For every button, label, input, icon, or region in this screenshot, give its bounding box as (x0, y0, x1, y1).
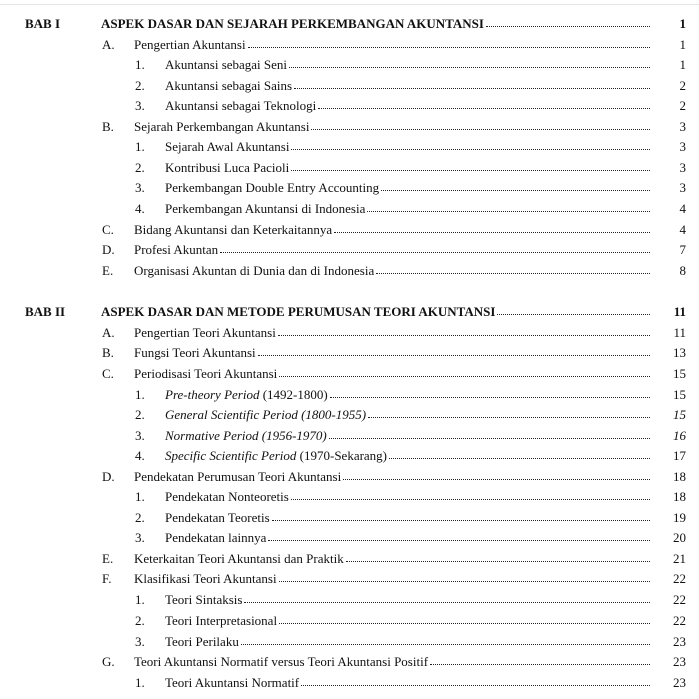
page-number: 1 (679, 57, 686, 72)
page-number: 22 (673, 613, 686, 628)
entry-marker: 4. (135, 448, 145, 463)
dot-leader (389, 458, 650, 459)
entry-title-line (134, 551, 651, 567)
entry-marker: 2. (135, 78, 145, 93)
entry-title-line (134, 469, 651, 485)
entry-title-line (134, 37, 651, 53)
toc-entry-row (0, 158, 699, 178)
entry-marker: 1. (135, 57, 145, 72)
entry-title-line (134, 222, 651, 238)
dot-leader (311, 129, 650, 130)
dot-leader (279, 623, 650, 624)
dot-leader (330, 397, 650, 398)
entry-marker: F. (102, 571, 112, 586)
entry-title-line (165, 613, 651, 629)
toc-entry-row (0, 590, 699, 610)
entry-title: Teori Akuntansi Normatif (165, 675, 300, 690)
toc-entry-row (0, 426, 699, 446)
entry-title: Sejarah Perkembangan Akuntansi (134, 119, 310, 134)
dot-leader (291, 149, 650, 150)
dot-leader (278, 335, 650, 336)
entry-marker: 3. (135, 428, 145, 443)
entry-title: ASPEK DASAR DAN SEJARAH PERKEMBANGAN AKUNTANSI (101, 16, 484, 31)
page-number: 7 (679, 242, 686, 257)
entry-title-line (165, 592, 651, 608)
page-number: 3 (679, 160, 686, 175)
dot-leader (241, 644, 650, 645)
toc-entry-row (0, 199, 699, 219)
dot-leader (343, 479, 650, 480)
entry-title-line (165, 489, 651, 505)
entry-title: Akuntansi sebagai Teknologi (165, 98, 317, 113)
entry-title: Pengertian Teori Akuntansi (134, 325, 276, 340)
entry-title: Organisasi Akuntan di Dunia dan di Indonesia (134, 263, 375, 278)
dot-leader (220, 252, 650, 253)
entry-marker: G. (102, 654, 115, 669)
entry-title-line (134, 119, 651, 135)
entry-marker: 2. (135, 407, 145, 422)
toc-entry-row (0, 446, 699, 466)
page-number: 23 (673, 675, 686, 690)
entry-title: Pre-theory Period (165, 387, 260, 402)
entry-title-line (101, 16, 651, 32)
page-number: 22 (673, 571, 686, 586)
entry-marker: 3. (135, 98, 145, 113)
entry-marker: D. (102, 242, 115, 257)
entry-title-line (165, 634, 651, 650)
entry-title: ASPEK DASAR DAN METODE PERUMUSAN TEORI AKUNTANSI (101, 304, 496, 319)
entry-title-line (165, 139, 651, 155)
page-number: 11 (673, 325, 686, 340)
toc-entry-row (0, 220, 699, 240)
entry-title: Keterkaitan Teori Akuntansi dan Praktik (134, 551, 344, 566)
dot-leader (318, 108, 650, 109)
dot-leader (368, 417, 650, 418)
entry-marker: B. (102, 345, 114, 360)
entry-title-line (165, 98, 651, 114)
entry-marker: 1. (135, 592, 145, 607)
entry-title: Fungsi Teori Akuntansi (134, 345, 256, 360)
entry-title-line (165, 201, 651, 217)
entry-title-line (165, 180, 651, 196)
entry-title-line (134, 325, 651, 341)
entry-title-line (165, 448, 651, 464)
toc-entry-row (0, 261, 699, 281)
toc-entry-row (0, 323, 699, 343)
entry-title: Pendekatan Nonteoretis (165, 489, 289, 504)
toc-entry-row (0, 652, 699, 672)
chapter-number: BAB II (25, 304, 66, 319)
entry-title: Sejarah Awal Akuntansi (165, 139, 290, 154)
dot-leader (291, 499, 650, 500)
dot-leader (279, 581, 650, 582)
toc-entry-row (0, 487, 699, 507)
dot-leader (244, 602, 650, 603)
toc-entry-row (0, 76, 699, 96)
toc-entry-row (0, 569, 699, 589)
entry-title: Klasifikasi Teori Akuntansi (134, 571, 277, 586)
entry-title-line (134, 263, 651, 279)
page-number: 20 (673, 530, 686, 545)
page-number: 4 (679, 222, 686, 237)
entry-title: Teori Perilaku (165, 634, 239, 649)
entry-marker: A. (102, 37, 115, 52)
dot-leader (497, 314, 650, 315)
entry-marker: C. (102, 222, 114, 237)
page-number: 22 (673, 592, 686, 607)
entry-marker: 4. (135, 201, 145, 216)
toc-entry-row (0, 673, 699, 693)
entry-title: Pendekatan Teoretis (165, 510, 270, 525)
toc-entry-row (0, 117, 699, 137)
entry-marker: 1. (135, 489, 145, 504)
page-number: 11 (673, 304, 686, 319)
entry-marker: B. (102, 119, 114, 134)
toc-entry-row (0, 405, 699, 425)
dot-leader (329, 438, 650, 439)
toc-entry-row (0, 528, 699, 548)
entry-title-line (165, 510, 651, 526)
entry-title-line (134, 654, 651, 670)
entry-marker: 2. (135, 160, 145, 175)
entry-title: Pendekatan Perumusan Teori Akuntansi (134, 469, 342, 484)
page-number: 2 (679, 78, 686, 93)
entry-title-line (134, 345, 651, 361)
entry-marker: C. (102, 366, 114, 381)
toc-entry-row (0, 343, 699, 363)
dot-leader (486, 26, 650, 27)
page-number: 15 (673, 407, 686, 422)
dot-leader (268, 540, 650, 541)
toc-chapter-row (0, 302, 699, 322)
entry-title: Perkembangan Double Entry Accounting (165, 180, 380, 195)
dot-leader (272, 520, 650, 521)
toc-entry-row (0, 55, 699, 75)
entry-title: Perkembangan Akuntansi di Indonesia (165, 201, 366, 216)
entry-marker: D. (102, 469, 115, 484)
dot-leader (301, 685, 650, 686)
page-number: 23 (673, 654, 686, 669)
chapter-number: BAB I (25, 16, 61, 31)
entry-title: Akuntansi sebagai Sains (165, 78, 293, 93)
entry-title: Pendekatan lainnya (165, 530, 267, 545)
page-number: 23 (673, 634, 686, 649)
page-number: 3 (679, 139, 686, 154)
entry-marker: 1. (135, 675, 145, 690)
entry-title-suffix: (1970-Sekarang) (296, 448, 388, 463)
dot-leader (430, 664, 650, 665)
toc-chapter-row (0, 14, 699, 34)
entry-title-line (165, 160, 651, 176)
entry-marker: 3. (135, 634, 145, 649)
page-number: 8 (679, 263, 686, 278)
dot-leader (291, 170, 650, 171)
entry-title: Periodisasi Teori Akuntansi (134, 366, 278, 381)
entry-marker: 1. (135, 139, 145, 154)
dot-leader (258, 355, 650, 356)
entry-title: Kontribusi Luca Pacioli (165, 160, 290, 175)
page-number: 21 (673, 551, 686, 566)
page-number: 1 (679, 16, 686, 31)
entry-title-line (134, 366, 651, 382)
toc-entry-row (0, 549, 699, 569)
page-number: 19 (673, 510, 686, 525)
page-number: 18 (673, 489, 686, 504)
toc-entry-row (0, 611, 699, 631)
dot-leader (381, 190, 650, 191)
toc-entry-row (0, 364, 699, 384)
entry-title: Teori Interpretasional (165, 613, 278, 628)
entry-title-line (101, 304, 651, 320)
entry-title-suffix: (1492-1800) (259, 387, 328, 402)
dot-leader (376, 273, 650, 274)
toc-entry-row (0, 96, 699, 116)
page-number: 2 (679, 98, 686, 113)
toc-entry-row (0, 240, 699, 260)
entry-marker: A. (102, 325, 115, 340)
entry-title-line (134, 571, 651, 587)
toc-entry-row (0, 178, 699, 198)
dot-leader (334, 232, 650, 233)
entry-title-line (165, 57, 651, 73)
dot-leader (346, 561, 650, 562)
entry-marker: E. (102, 551, 114, 566)
entry-marker: 3. (135, 180, 145, 195)
page-number: 13 (673, 345, 686, 360)
page-number: 15 (673, 366, 686, 381)
dot-leader (367, 211, 650, 212)
entry-marker: 2. (135, 510, 145, 525)
dot-leader (248, 47, 650, 48)
entry-title-line (165, 407, 651, 423)
page-number: 1 (679, 37, 686, 52)
entry-title: Pengertian Akuntansi (134, 37, 246, 52)
entry-title: Teori Akuntansi Normatif versus Teori Akuntansi Positif (134, 654, 429, 669)
page-number: 4 (679, 201, 686, 216)
top-divider (0, 4, 699, 5)
page-number: 18 (673, 469, 686, 484)
page-number: 16 (673, 428, 686, 443)
entry-title: Teori Sintaksis (165, 592, 243, 607)
entry-title-line (165, 78, 651, 94)
dot-leader (294, 88, 650, 89)
entry-title: Akuntansi sebagai Seni (165, 57, 288, 72)
page-number: 15 (673, 387, 686, 402)
toc-entry-row (0, 632, 699, 652)
toc-entry-row (0, 35, 699, 55)
entry-title-line (165, 387, 651, 403)
dot-leader (279, 376, 650, 377)
dot-leader (289, 67, 650, 68)
entry-marker: 2. (135, 613, 145, 628)
entry-marker: E. (102, 263, 114, 278)
page-number: 3 (679, 180, 686, 195)
entry-title: General Scientific Period (1800-1955) (165, 407, 367, 422)
entry-title-line (165, 675, 651, 691)
entry-title-line (165, 530, 651, 546)
page-number: 17 (673, 448, 686, 463)
toc-entry-row (0, 508, 699, 528)
entry-title: Specific Scientific Period (165, 448, 297, 463)
toc-entry-row (0, 467, 699, 487)
toc-entry-row (0, 137, 699, 157)
page-number: 3 (679, 119, 686, 134)
entry-marker: 1. (135, 387, 145, 402)
entry-title: Normative Period (1956-1970) (165, 428, 327, 443)
entry-marker: 3. (135, 530, 145, 545)
entry-title: Bidang Akuntansi dan Keterkaitannya (134, 222, 333, 237)
toc-entry-row (0, 385, 699, 405)
entry-title-line (165, 428, 651, 444)
entry-title-line (134, 242, 651, 258)
entry-title: Profesi Akuntan (134, 242, 219, 257)
